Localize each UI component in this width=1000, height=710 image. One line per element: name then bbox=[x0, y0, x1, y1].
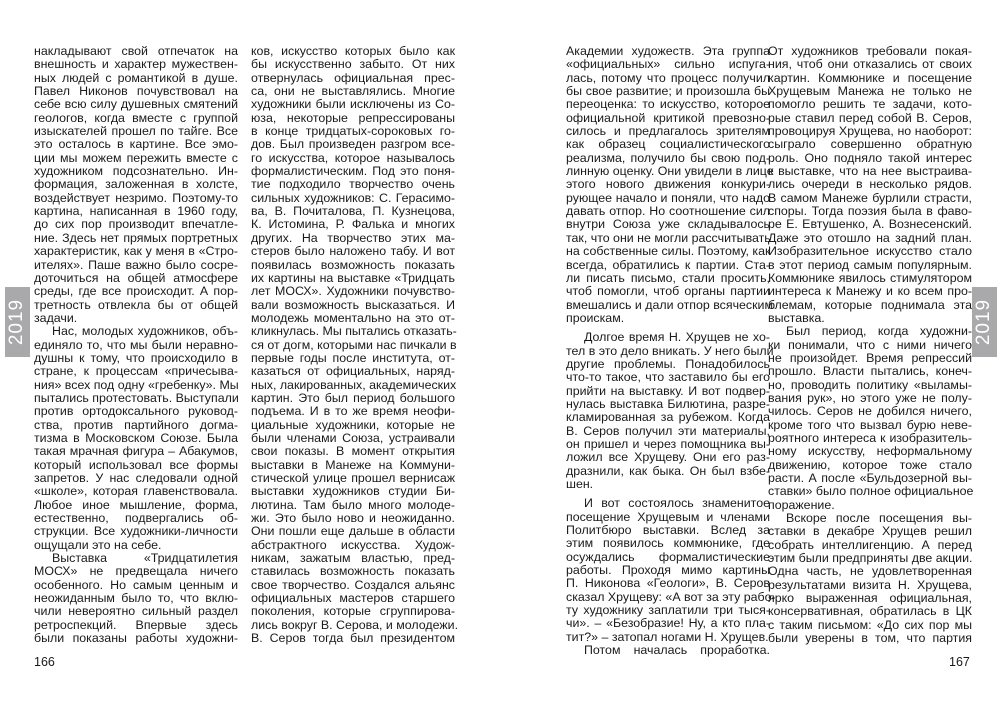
text-line: накладывают свой отпечаток на bbox=[34, 44, 238, 58]
paragraph-start-line: Был период, когда художни- bbox=[786, 324, 972, 339]
text-line: В. Серов получил эти материалы, bbox=[566, 423, 770, 438]
text-line: это осталось в картине. Все эмо- bbox=[34, 137, 238, 152]
text-line: сказал Хрущеву: «А вот за эту рабо- bbox=[566, 589, 776, 604]
text-line: П. Никонова «Геологи», В. Серов bbox=[566, 576, 770, 591]
text-line: реализма, получило бы свою под- bbox=[566, 150, 770, 165]
text-line: Изобразительное искусство стало bbox=[768, 244, 972, 259]
text-line: задачи. bbox=[34, 310, 78, 325]
text-line: геологов, когда вместе с группой bbox=[34, 110, 238, 125]
text-line: художники были исключены из Со- bbox=[251, 97, 455, 112]
text-column bbox=[34, 45, 238, 645]
text-line: бы свое развитие; и произошла бы bbox=[566, 84, 770, 99]
text-line: стеров было наложено табу. И вот bbox=[251, 244, 455, 259]
text-line: Коммюнике явилось стимулятором bbox=[768, 270, 972, 285]
text-line: чилось. Серов не добился ничего, bbox=[768, 404, 972, 419]
text-line: внешность и характер мужествен- bbox=[34, 57, 238, 72]
text-line: поколения, которые сгруппирова- bbox=[251, 604, 455, 619]
text-line: роль. Оно подняло такой интерес bbox=[768, 150, 972, 165]
text-line: ощущали это на себе. bbox=[34, 537, 162, 552]
text-line: единяло то, что мы были неравно- bbox=[34, 337, 238, 352]
text-line: воздействует незримо. Поэтому-то bbox=[34, 190, 238, 205]
text-line: В. Серов тогда был президентом bbox=[251, 631, 455, 646]
text-line: всегда, обратились к партии. Ста- bbox=[566, 257, 770, 272]
text-line: стране, к процессам «причесыва- bbox=[34, 364, 238, 379]
text-line: сыграло совершенно обратную bbox=[768, 137, 972, 152]
text-line: От художников требовали покая- bbox=[768, 44, 972, 58]
text-line: тел в это дело вникать. У него были bbox=[566, 343, 774, 358]
text-column bbox=[251, 44, 459, 646]
text-line: расти. А после «Бульдозерной вы- bbox=[768, 471, 972, 485]
text-line: прийти на выставку. И вот подвер- bbox=[566, 383, 770, 398]
text-line: линную оценку. Они увидели в лице bbox=[566, 164, 774, 179]
text-line: кроме того что вызвал бурю неве- bbox=[768, 417, 972, 432]
text-line: ту художнику заплатили три тыся- bbox=[566, 603, 770, 618]
text-line: ние. Здесь нет прямых портретных bbox=[34, 230, 238, 245]
text-line: са, они не выставлялись. Многие bbox=[251, 84, 455, 99]
text-line: К. Истомина, Р. Фалька и многих bbox=[251, 217, 455, 232]
text-line: юза, некоторые репрессированы bbox=[251, 110, 455, 125]
paragraph-start-line: Вскоре после посещения вы- bbox=[786, 511, 972, 526]
text-line: ся от догм, которыми нас пичкали в bbox=[251, 337, 457, 352]
text-line: других. На творчество этих ма- bbox=[251, 230, 455, 245]
text-line: струкции. Все художники-личности bbox=[34, 524, 238, 539]
text-line: их картины на выставке «Тридцать bbox=[251, 270, 455, 285]
text-line: Хрущевым Манежа не только не bbox=[768, 84, 972, 99]
text-line: появилась возможность показать bbox=[251, 257, 455, 272]
text-line: картина, написанная в 1960 году, bbox=[34, 204, 238, 219]
text-line: формалистическим. Под это поня- bbox=[251, 164, 455, 179]
year-tab-label: 2019 bbox=[973, 298, 995, 346]
text-line: выставка. bbox=[768, 310, 825, 325]
text-line: среды, где все происходит. А пор- bbox=[34, 284, 238, 299]
text-line: против ортодоксального руковод- bbox=[34, 404, 238, 419]
text-line: вания рук», но этого уже не полу- bbox=[768, 390, 972, 405]
text-line: движению, которое тоже стало bbox=[768, 457, 972, 472]
text-line: естественно, подвергались об- bbox=[34, 511, 238, 526]
paragraph-start-line: Выставка «Тридцатилетия bbox=[52, 551, 238, 566]
text-line: доточиться на общей атмосфере bbox=[34, 270, 238, 285]
text-line: с таким письмом: «До сих пор мы bbox=[768, 617, 972, 632]
text-line: к выставке, что на нее выстраива- bbox=[768, 164, 972, 179]
text-line: посещение Хрущевым и членами bbox=[566, 509, 770, 524]
text-line: первые годы после института, от- bbox=[251, 350, 455, 365]
text-line: В самом Манеже бурлили страсти, bbox=[768, 190, 972, 205]
text-line: прошло. Власти пытались, конеч- bbox=[768, 364, 972, 379]
text-line: кламированная за рубежом. Когда bbox=[566, 410, 770, 425]
text-line: как образец социалистического bbox=[566, 137, 770, 152]
text-line: себе всю силу душевных смятений bbox=[34, 97, 238, 112]
text-line: подъема. И в то же время неофи- bbox=[251, 404, 455, 419]
text-line: работы. Проходя мимо картины bbox=[566, 563, 770, 578]
text-line: внутри Союза уже складывалось bbox=[566, 217, 770, 232]
text-line: ции мы можем пережить вместе с bbox=[34, 150, 238, 165]
text-line: казаться от официальных, наряд- bbox=[251, 364, 455, 379]
text-line: сильных художников: С. Герасимо- bbox=[251, 190, 455, 205]
text-line: силось и предлагалось зрителям bbox=[566, 124, 770, 139]
text-line: лись вокруг В. Серова, и молодежи. bbox=[251, 617, 459, 632]
text-line: отвернулась официальная прес- bbox=[251, 70, 455, 85]
text-line: этого нового движения конкури- bbox=[566, 177, 770, 192]
text-line: абстрактного искусства. Худож- bbox=[251, 537, 455, 552]
text-line: ителях». Паше важно было сосре- bbox=[34, 257, 238, 272]
text-line: Академии художеств. Эта группа bbox=[566, 44, 770, 58]
text-line: особенного. Но самым ценным и bbox=[34, 577, 238, 592]
text-line: картин. Это был период большого bbox=[251, 390, 455, 405]
text-column bbox=[768, 45, 972, 645]
year-tab bbox=[972, 287, 997, 357]
text-line: результатами визита Н. Хрущева, bbox=[768, 577, 972, 592]
paragraph-start-line: Потом началась проработка. bbox=[584, 643, 770, 658]
text-line: проискам. bbox=[566, 310, 625, 325]
text-line: провоцируя Хрущева, но наоборот: bbox=[768, 124, 972, 139]
text-line: «школе», которая главенствовала. bbox=[34, 484, 238, 499]
text-line: интереса к Манежу и ко всем про- bbox=[768, 284, 972, 299]
text-line: ному искусству, неформальному bbox=[768, 444, 972, 459]
text-line: другие проблемы. Понадобилось bbox=[566, 356, 770, 371]
text-line: переоценка: то искусство, которое bbox=[566, 97, 770, 112]
text-line: ки понимали, что с ними ничего bbox=[768, 337, 972, 352]
text-line: ложил все Хрущеву. Они его раз- bbox=[566, 450, 770, 465]
text-line: лись очереди в несколько рядов. bbox=[768, 177, 972, 192]
text-line: помогло решить те задачи, кото- bbox=[768, 97, 972, 112]
text-line: изыскателей прошел по тайге. Все bbox=[34, 124, 238, 139]
text-line: лет МОСХ». Художники почувство- bbox=[251, 284, 455, 299]
page-number: 166 bbox=[34, 655, 55, 669]
text-line: чтоб помогли, чтоб органы партии bbox=[566, 284, 770, 299]
text-line: ретроспекций. Впервые здесь bbox=[34, 617, 238, 632]
text-line: «официальных» сильно испуга- bbox=[566, 57, 770, 72]
text-line: вмешались и дали отпор всяческим bbox=[566, 297, 773, 312]
year-tab bbox=[5, 287, 30, 357]
text-line: Павел Никонов почувствовал на bbox=[34, 84, 238, 99]
text-line: ли писать письмо, стали просить, bbox=[566, 270, 770, 285]
text-line: были показаны работы художни- bbox=[34, 631, 238, 646]
text-line: жи. Это было ново и неожиданно. bbox=[251, 511, 455, 526]
text-line: который использовал все формы bbox=[34, 457, 238, 472]
text-line: ставки в декабре Хрущев решил bbox=[768, 524, 972, 539]
text-line: никам, зажатым властью, пред- bbox=[251, 551, 455, 566]
text-line: ния» всех под одну «гребенку». Мы bbox=[34, 377, 239, 392]
text-line: не произойдет. Время репрессий bbox=[768, 350, 972, 365]
text-line: что-то такое, что заставило бы его bbox=[566, 370, 770, 385]
text-line: выставки в Манеже на Коммуни- bbox=[251, 457, 455, 472]
text-line: стической улице прошел вернисаж bbox=[251, 471, 455, 485]
text-line: тие подходило творчество очень bbox=[251, 177, 455, 192]
text-line: бы искусственно забыто. От них bbox=[251, 57, 455, 72]
text-line: выставки художников студии Би- bbox=[251, 484, 455, 499]
text-line: ства, против партийного догма- bbox=[34, 417, 238, 432]
text-line: тизма в Московском Союзе. Была bbox=[34, 430, 238, 445]
text-line: он пришел и через помощника вы- bbox=[566, 436, 770, 451]
text-line: молодежь моментально на это от- bbox=[251, 310, 455, 325]
text-line: на собственные силы. Поэтому, как bbox=[566, 244, 771, 259]
text-line: ных, лакированных, академических bbox=[251, 377, 457, 392]
text-line: ных людей с романтикой в душе. bbox=[34, 70, 238, 85]
text-line: этим были предприняты две акции. bbox=[768, 551, 973, 566]
text-line: ва, В. Почиталова, П. Кузнецова, bbox=[251, 204, 455, 219]
text-line: шен. bbox=[566, 477, 594, 491]
text-line: такая мрачная фигура – Абакумов, bbox=[34, 444, 238, 459]
text-line: консервативная, обратилась в ЦК bbox=[768, 604, 972, 619]
text-line: циальные художники, которые не bbox=[251, 417, 455, 432]
text-line: рующее начало и поняли, что надо bbox=[566, 190, 770, 205]
text-line: поражение. bbox=[768, 497, 835, 512]
text-line: официальных мастеров старшего bbox=[251, 591, 455, 606]
text-line: блемам, которые поднимала эта bbox=[768, 297, 972, 312]
text-line: до сих пор производит впечатле- bbox=[34, 217, 238, 232]
text-line: душны к тому, что происходило в bbox=[34, 350, 238, 365]
text-line: ярко выраженная официальная, bbox=[768, 591, 972, 606]
text-line: характеристик, как у меня в «Стро- bbox=[34, 244, 238, 259]
text-line: МОСХ» не предвещала ничего bbox=[34, 564, 238, 579]
text-line: собрать интеллигенцию. А перед bbox=[768, 537, 972, 552]
text-line: тит?» – затопал ногами Н. Хрущев. bbox=[566, 629, 769, 644]
text-line: лась, потому что процесс получил bbox=[566, 70, 770, 85]
text-line: нулась выставка Билютина, разре- bbox=[566, 396, 770, 411]
text-line: свое творчество. Создался альянс bbox=[251, 577, 455, 592]
text-line: пытались протестовать. Выступали bbox=[34, 390, 239, 405]
paragraph-start-line: И вот состоялось знаменитое bbox=[584, 496, 770, 511]
text-line: Они пошли еще дальше в области bbox=[251, 524, 455, 539]
year-tab-label: 2019 bbox=[6, 298, 28, 346]
text-line: неожиданным было то, что вклю- bbox=[34, 591, 238, 606]
text-line: в конце тридцатых-сороковых го- bbox=[251, 124, 455, 139]
text-line: официальной критикой превозно- bbox=[566, 110, 770, 125]
text-line: художником подсознательно. Ин- bbox=[34, 164, 238, 179]
text-line: формация, заложенная в холсте, bbox=[34, 177, 238, 192]
text-line: го искусства, которое называлось bbox=[251, 150, 455, 165]
text-line: ков, искусство которых было как bbox=[251, 44, 455, 58]
text-line: этим появилось коммюнике, где bbox=[566, 536, 770, 551]
text-line: давать отпор. Но соотношение сил bbox=[566, 204, 770, 219]
text-line: чили невероятно сильный раздел bbox=[34, 604, 238, 619]
text-line: ставки» было полное официальное bbox=[768, 484, 974, 499]
text-line: Одна часть, не удовлетворенная bbox=[768, 564, 972, 579]
text-line: ставилась возможность показать bbox=[251, 564, 455, 579]
text-line: Политбюро выставки. Вслед за bbox=[566, 523, 770, 538]
text-line: ре Е. Евтушенко, А. Вознесенский. bbox=[768, 217, 972, 232]
text-line: роятного интереса к изобразитель- bbox=[768, 430, 972, 445]
text-line: в этот период самым популярным. bbox=[768, 257, 972, 272]
text-line: вали возможность высказаться. И bbox=[251, 297, 455, 312]
paragraph-start-line: Долгое время Н. Хрущев не хо- bbox=[584, 330, 770, 345]
text-line: ния, чтоб они отказались от своих bbox=[768, 57, 972, 72]
text-line: Любое иное мышление, форма, bbox=[34, 497, 238, 512]
text-line: споры. Тогда поэзия была в фаво- bbox=[768, 204, 972, 219]
text-line: были членами Союза, устраивали bbox=[251, 430, 455, 445]
text-line: дразнили, как быка. Он был взбе- bbox=[566, 463, 770, 478]
right-page bbox=[500, 0, 1000, 710]
page-number: 167 bbox=[949, 655, 970, 669]
text-line: были уверены в том, что партия bbox=[768, 631, 972, 646]
text-line: но, проводить политику «выламы- bbox=[768, 377, 972, 392]
text-line: чи». – «Безобразие! Ну, а кто пла- bbox=[566, 616, 770, 631]
text-line: картин. Коммюнике и посещение bbox=[768, 70, 972, 85]
text-line: так, что они не могли рассчитывать bbox=[566, 230, 771, 245]
text-column bbox=[566, 44, 776, 658]
text-line: кликнулась. Мы пытались отказать- bbox=[251, 324, 457, 339]
text-line: дов. Был произведен разгром все- bbox=[251, 137, 455, 152]
text-line: лютина. Там было много молоде- bbox=[251, 497, 455, 512]
text-line: Даже это отошло на задний план. bbox=[768, 230, 972, 245]
text-line: осуждались формалистические bbox=[566, 549, 770, 564]
text-line: рые ставил перед собой В. Серов, bbox=[768, 110, 972, 125]
text-line: третность отвлекла бы от общей bbox=[34, 297, 238, 312]
paragraph-start-line: Нас, молодых художников, объ- bbox=[52, 324, 238, 339]
text-line: свои показы. В момент открытия bbox=[251, 444, 455, 459]
text-line: запретов. У нас следовали одной bbox=[34, 471, 238, 485]
